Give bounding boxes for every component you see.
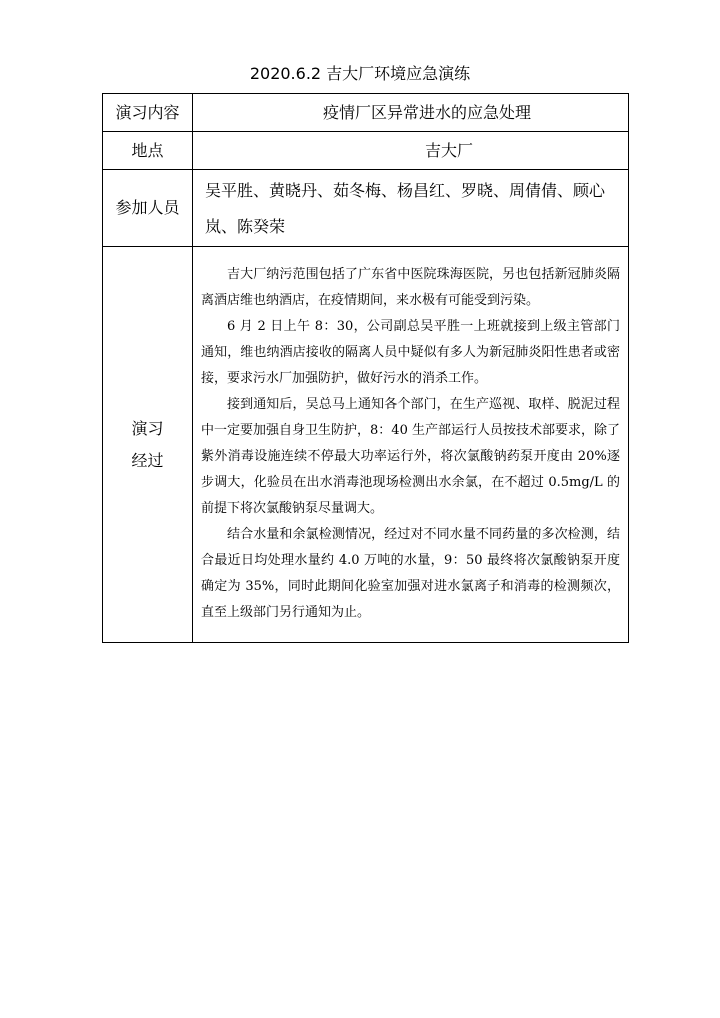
process-paragraph: 吉大厂纳污范围包括了广东省中医院珠海医院，另也包括新冠肺炎隔离酒店维也纳酒店，在疫情期间，来水极有可能受到污染。 (201, 266, 620, 308)
participants-text: 吴平胜、黄晓丹、茹冬梅、杨昌红、罗晓、周倩倩、顾心岚、陈癸荣 (205, 181, 606, 236)
value-participants (193, 170, 629, 247)
label-participants: 参加人员 (103, 170, 193, 247)
value-location (193, 132, 629, 170)
value-drill-content (193, 94, 629, 132)
row-process (103, 247, 629, 643)
document-title: 2020.6.2 吉大厂环境应急演练 (249, 64, 471, 83)
label-process (103, 247, 193, 643)
row-drill-content (103, 94, 629, 132)
location-text: 吉大厂 (425, 140, 474, 160)
label-process-line1: 演习 (131, 418, 164, 438)
process-text (193, 258, 628, 632)
process-paragraph: 结合水量和余氯检测情况，经过对不同水量不同药量的多次检测，结合最近日均处理水量约 4.0 万吨的水量，9：50 最终将次氯酸钠泵开度确定为 35%，同时此期间化验室加强对进水氯离子和消毒的检测频次，直至上级部门另行通知为止。 (201, 526, 620, 620)
drill-record-table (102, 93, 629, 643)
label-location: 地点 (103, 132, 193, 170)
process-paragraph: 接到通知后，吴总马上通知各个部门，在生产巡视、取样、脱泥过程中一定要加强自身卫生防护，8：40 生产部运行人员按技术部要求，除了紫外消毒设施连续不停最大功率运行外，将次氯酸钠药泵开度由 20%逐步调大，化验员在出水消毒池现场检测出水余氯，在不超过 0.5mg/L 的前提下将次氯酸钠泵尽量调大。 (201, 396, 620, 516)
process-paragraph: 6 月 2 日上午 8：30，公司副总吴平胜一上班就接到上级主管部门通知，维也纳酒店接收的隔离人员中疑似有多人为新冠肺炎阳性患者或密接，要求污水厂加强防护，做好污水的消杀工作。 (201, 318, 620, 386)
value-process (193, 247, 629, 643)
label-process-line2: 经过 (131, 450, 164, 470)
label-drill-content: 演习内容 (103, 94, 193, 132)
drill-content-text: 疫情厂区异常进水的应急处理 (323, 102, 532, 122)
row-participants (103, 170, 629, 247)
row-location (103, 132, 629, 170)
